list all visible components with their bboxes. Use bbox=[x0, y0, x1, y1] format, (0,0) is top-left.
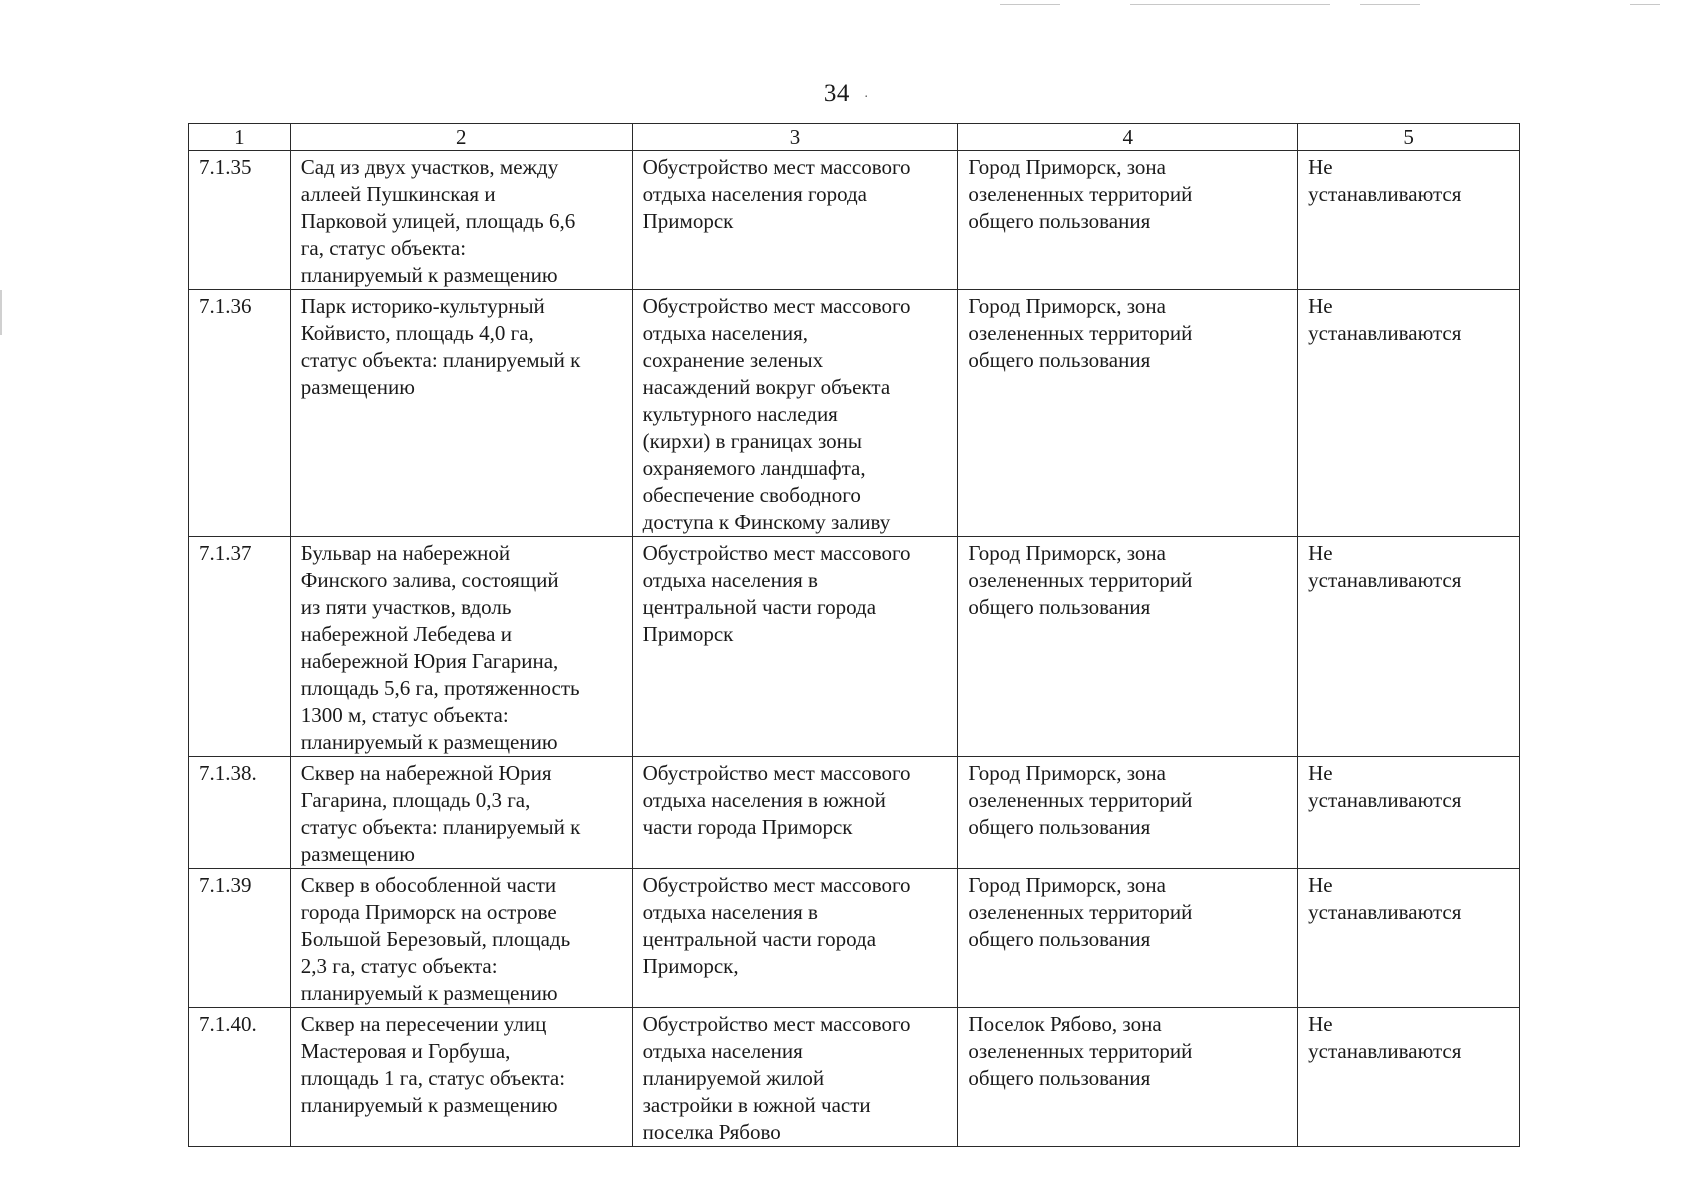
table-row bbox=[189, 1008, 1520, 1147]
header-col-3: 3 bbox=[632, 124, 958, 151]
purpose-cell: Обустройство мест массового отдыха населения в центральной части города Приморск bbox=[632, 537, 958, 757]
purpose-cell: Обустройство мест массового отдыха населения планируемой жилой застройки в южной части поселка Рябово bbox=[632, 1008, 958, 1147]
scan-artifact-top-1 bbox=[1000, 4, 1060, 5]
table-row bbox=[189, 151, 1520, 290]
scan-artifact-top-3 bbox=[1360, 4, 1420, 5]
purpose-cell: Обустройство мест массового отдыха населения в центральной части города Приморск, bbox=[632, 869, 958, 1008]
row-number-cell: 7.1.40. bbox=[189, 1008, 291, 1147]
row-number-cell: 7.1.38. bbox=[189, 757, 291, 869]
table-row bbox=[189, 757, 1520, 869]
location-cell: Город Приморск, зона озелененных территорий общего пользования bbox=[958, 151, 1298, 290]
object-cell: Сквер на набережной Юрия Гагарина, площадь 0,3 га, статус объекта: планируемый к размещению bbox=[290, 757, 632, 869]
header-row bbox=[189, 124, 1520, 151]
zones-cell: Не устанавливаются bbox=[1298, 869, 1520, 1008]
object-cell: Бульвар на набережной Финского залива, состоящий из пяти участков, вдоль набережной Лебедева и набережной Юрия Гагарина, площадь 5,6 га, протяженность 1300 м, статус объекта: планируемый к размещению bbox=[290, 537, 632, 757]
table-row bbox=[189, 537, 1520, 757]
objects-table bbox=[188, 123, 1520, 1147]
page-number bbox=[0, 80, 1693, 108]
scan-artifact-top-4 bbox=[1630, 4, 1660, 5]
object-cell: Сквер на пересечении улиц Мастеровая и Горбуша, площадь 1 га, статус объекта: планируемый к размещению bbox=[290, 1008, 632, 1147]
table-row bbox=[189, 869, 1520, 1008]
page-number-mark: · bbox=[863, 90, 870, 105]
location-cell: Город Приморск, зона озелененных территорий общего пользования bbox=[958, 869, 1298, 1008]
object-cell: Парк историко-культурный Койвисто, площадь 4,0 га, статус объекта: планируемый к размещению bbox=[290, 290, 632, 537]
object-cell: Сад из двух участков, между аллеей Пушкинская и Парковой улицей, площадь 6,6 га, статус объекта: планируемый к размещению bbox=[290, 151, 632, 290]
zones-cell: Не устанавливаются bbox=[1298, 757, 1520, 869]
row-number-cell: 7.1.37 bbox=[189, 537, 291, 757]
zones-cell: Не устанавливаются bbox=[1298, 537, 1520, 757]
location-cell: Город Приморск, зона озелененных территорий общего пользования bbox=[958, 537, 1298, 757]
location-cell: Поселок Рябово, зона озелененных территорий общего пользования bbox=[958, 1008, 1298, 1147]
object-cell: Сквер в обособленной части города Приморск на острове Большой Березовый, площадь 2,3 га, статус объекта: планируемый к размещению bbox=[290, 869, 632, 1008]
page-number-text: 34 bbox=[823, 80, 850, 107]
location-cell: Город Приморск, зона озелененных территорий общего пользования bbox=[958, 290, 1298, 537]
location-cell: Город Приморск, зона озелененных территорий общего пользования bbox=[958, 757, 1298, 869]
zones-cell: Не устанавливаются bbox=[1298, 290, 1520, 537]
zones-cell: Не устанавливаются bbox=[1298, 151, 1520, 290]
header-col-5: 5 bbox=[1298, 124, 1520, 151]
purpose-cell: Обустройство мест массового отдыха населения в южной части города Приморск bbox=[632, 757, 958, 869]
purpose-cell: Обустройство мест массового отдыха населения города Приморск bbox=[632, 151, 958, 290]
row-number-cell: 7.1.39 bbox=[189, 869, 291, 1008]
table-row bbox=[189, 290, 1520, 537]
scan-artifact-left bbox=[0, 290, 2, 335]
scan-artifact-top-2 bbox=[1130, 4, 1330, 5]
header-col-1: 1 bbox=[189, 124, 291, 151]
row-number-cell: 7.1.36 bbox=[189, 290, 291, 537]
header-col-4: 4 bbox=[958, 124, 1298, 151]
zones-cell: Не устанавливаются bbox=[1298, 1008, 1520, 1147]
purpose-cell: Обустройство мест массового отдыха населения, сохранение зеленых насаждений вокруг объекта культурного наследия (кирхи) в границах зоны охраняемого ландшафта, обеспечение свободного доступа к Финскому заливу bbox=[632, 290, 958, 537]
row-number-cell: 7.1.35 bbox=[189, 151, 291, 290]
header-col-2: 2 bbox=[290, 124, 632, 151]
